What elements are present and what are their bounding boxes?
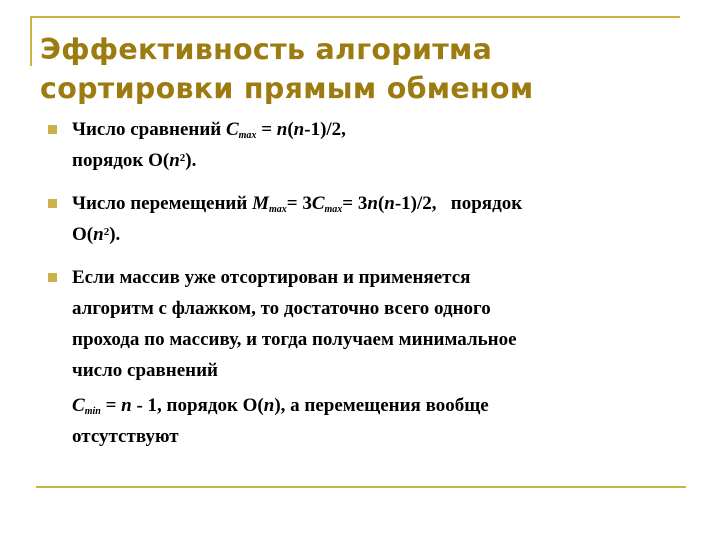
- moves-line: [72, 188, 688, 219]
- sorted-last-line: отсутствуют: [72, 426, 179, 447]
- equals: = 3: [342, 193, 368, 214]
- formula-tail: ), а перемещения вообще: [274, 395, 489, 416]
- moves-label: Число перемещений: [72, 193, 248, 214]
- exponent: 2: [179, 152, 186, 164]
- formula-rest: -1)/2, порядок: [394, 193, 523, 214]
- var-n: n: [276, 119, 288, 140]
- bullet-comparisons: [48, 114, 688, 176]
- exponent: 2: [103, 226, 110, 238]
- var-n: n: [121, 395, 132, 416]
- equals: =: [100, 395, 122, 416]
- slide-title: [40, 30, 700, 108]
- sorted-line-3: прохода по массиву, и тогда получаем минимальное: [72, 329, 517, 350]
- order-prefix: порядок O(: [72, 150, 170, 171]
- title-line-1: Эффективность алгоритма: [40, 33, 493, 66]
- formula-rest: - 1, порядок O(: [131, 395, 264, 416]
- var-n: n: [93, 224, 104, 245]
- sorted-line-4: число сравнений: [72, 360, 218, 381]
- order-suffix: ).: [109, 224, 121, 245]
- slide-content: [48, 114, 688, 452]
- var-m: M: [252, 193, 269, 214]
- paren: (: [287, 119, 294, 140]
- bullet-square-icon: [48, 125, 57, 134]
- equals: =: [256, 119, 277, 140]
- min-formula-line: [72, 390, 688, 421]
- sorted-line-1: Если массив уже отсортирован и применяется: [72, 267, 471, 288]
- var-n: n: [384, 193, 395, 214]
- var-n: n: [293, 119, 305, 140]
- var-c: C: [225, 119, 239, 140]
- title-line-2: сортировки прямым обменом: [40, 72, 534, 105]
- bullet-square-icon: [48, 199, 57, 208]
- sub-max: max: [238, 130, 257, 141]
- bullet-moves: [48, 188, 688, 250]
- sorted-line-2: алгоритм с флажком, то достаточно всего одного: [72, 298, 491, 319]
- comparisons-label: Число сравнений: [72, 119, 222, 140]
- var-c: C: [311, 193, 325, 214]
- sub-min: min: [84, 406, 101, 417]
- order-prefix: O(: [72, 224, 94, 245]
- moves-order-line: [72, 219, 688, 250]
- bullet-square-icon: [48, 273, 57, 282]
- var-c: C: [72, 395, 85, 416]
- var-n: n: [263, 395, 275, 416]
- formula-rest: -1)/2,: [304, 119, 346, 140]
- comparisons-order-line: [72, 145, 688, 176]
- var-n: n: [169, 150, 180, 171]
- sub-max: max: [268, 204, 287, 215]
- top-rule: [30, 16, 680, 18]
- var-n: n: [367, 193, 378, 214]
- comparisons-line: [72, 114, 688, 145]
- order-suffix: ).: [185, 150, 197, 171]
- bottom-rule: [36, 486, 686, 488]
- bullet-sorted-array: [48, 262, 688, 452]
- left-accent-line: [30, 16, 32, 66]
- paren: (: [377, 193, 385, 214]
- equals: = 3: [286, 193, 312, 214]
- sub-max: max: [324, 204, 343, 215]
